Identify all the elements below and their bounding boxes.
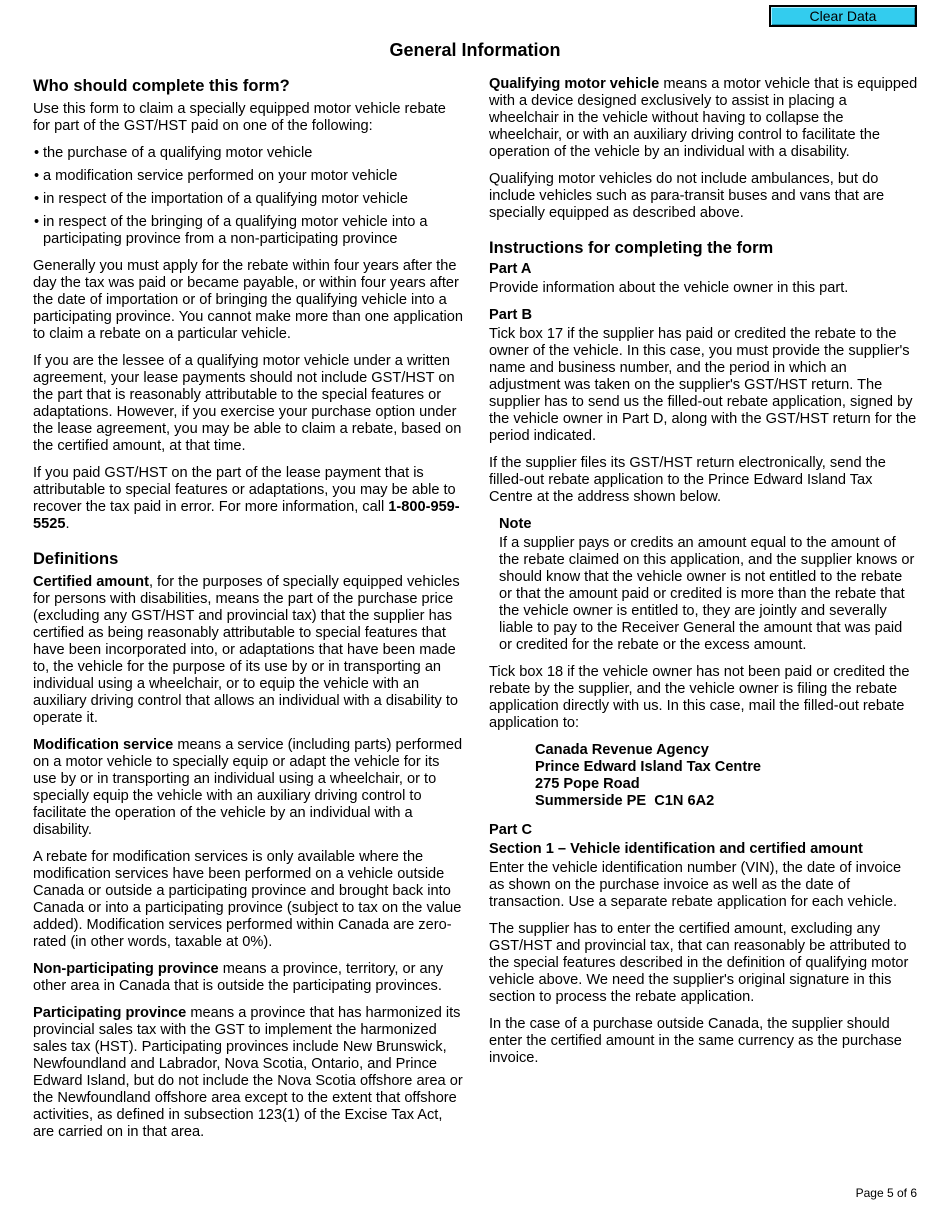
left-column [33, 76, 463, 1151]
who-intro: Use this form to claim a specially equipped motor vehicle rebate for part of the GST/HST paid on one of the following: [33, 101, 446, 134]
address-line: 275 Pope Road [535, 776, 640, 792]
modification-rebate-paragraph: A rebate for modification services is only available where the modification services have been performed on a vehicle outside Canada or outside a participating province and brought back into Canada or into a participating province (subject to tax on the value added). Modification services performed within Canada are zero-rated (in other words, taxable at 0%). [33, 849, 462, 950]
definition-qualifying-motor-vehicle: Qualifying motor vehicle means a motor vehicle that is equipped with a device designed exclusively to assist in placing a wheelchair in the vehicle without having to collapse the wheelchair, or with an auxiliary driving control to facilitate the operation of the vehicle by an individual with a disability. [489, 76, 918, 160]
note-text: If a supplier pays or credits an amount equal to the amount of the rebate claimed on this application, and the supplier knows or should know that the vehicle owner is not entitled to the rebate or that the amount paid or credited is more than the rebate that the vehicle owner is entitled to, they are jointly and severally liable to pay to the Receiver General the amount that was paid or credited for the rebate or the excess amount. [499, 535, 915, 653]
part-a-text: Provide information about the vehicle owner in this part. [489, 280, 849, 296]
list-item: • in respect of the bringing of a qualifying motor vehicle into a participating province from a non-participating province [33, 214, 463, 248]
section1-heading: Section 1 – Vehicle identification and certified amount [489, 841, 863, 857]
part-b-heading: Part B [489, 307, 532, 323]
list-item: • a modification service performed on your motor vehicle [33, 168, 463, 185]
deadline-paragraph: Generally you must apply for the rebate within four years after the day the tax was paid or became payable, or within four years after the date of importation or of bringing the qualifying vehicle into a participating province. You cannot make more than one application to claim a rebate on a particular vehicle. [33, 258, 463, 342]
definition-participating-province: Participating province means a province that has harmonized its provincial sales tax with the GST to implement the harmonized sales tax (HST). Participating provinces include New Brunswick, Newfoundland and Labrador, Nova Scotia, Ontario, and Prince Edward Island, but do not include the Nova Scotia offshore area or the Newfoundland offshore area except to the extent that offshore activities, as defined in subsection 123(1) of the Excise Tax Act, are carried on in that area. [33, 1005, 463, 1140]
note-heading: Note [499, 516, 532, 532]
part-b-box18-paragraph: Tick box 18 if the vehicle owner has not been paid or credited the rebate by the supplier, and the vehicle owner is filing the rebate application directly with us. In this case, mail the filled-out rebate application to: [489, 664, 910, 731]
part-c-heading: Part C [489, 822, 532, 838]
part-b-box17-paragraph: Tick box 17 if the supplier has paid or credited the rebate to the owner of the vehicle. In this case, you must provide the supplier's name and business number, and the period in which an adjustment was taken on the supplier's GST/HST return. The supplier has to send us the filled-out rebate application, signed by the vehicle owner in Part D, along with the GST/HST return for the period indicated. [489, 326, 917, 444]
definition-certified-amount: Certified amount, for the purposes of specially equipped vehicles for persons with disabilities, means the part of the purchase price (excluding any GST/HST and provincial tax) that the supplier has certified as being reasonably attributable to special features that have been incorporated into, or adaptations that have been made to, the vehicle for the purpose of its use by or in transporting an individual using a wheelchair, or to equip the vehicle with an auxiliary driving control that allows an individual with a disability to operate it. [33, 574, 460, 726]
definition-non-participating-province: Non-participating province means a province, territory, or any other area in Canada that is outside the participating provinces. [33, 961, 444, 994]
definitions-heading: Definitions [33, 550, 119, 568]
right-column [489, 76, 919, 1077]
phone-number: 1-800-959-5525 [33, 499, 460, 532]
address-line: Summerside PE C1N 6A2 [535, 793, 715, 809]
definition-modification-service: Modification service means a service (including parts) performed on a motor vehicle to specially equip or adapt the vehicle for its use by or in transporting an individual using a wheelchair, or to specially equip the vehicle with an auxiliary driving control to facilitate the operation of the vehicle by an individual with a disability. [33, 737, 463, 838]
part-c-currency-paragraph: In the case of a purchase outside Canada, the supplier should enter the certified amount in the same currency as the purchase invoice. [489, 1016, 902, 1066]
mailing-address [535, 742, 919, 810]
instructions-heading: Instructions for completing the form [489, 239, 774, 257]
page-number: Page 5 of 6 [855, 1186, 917, 1200]
clear-data-button[interactable]: Clear Data [769, 5, 917, 27]
list-item: • the purchase of a qualifying motor vehicle [33, 145, 463, 162]
lessee-paragraph: If you are the lessee of a qualifying motor vehicle under a written agreement, your lease payments should not include GST/HST on the part that is reasonably attributable to the special features or adaptations. However, if you exercise your purchase option under the lease agreement, you may be able to claim a rebate, based on the certified amount, at that time. [33, 353, 462, 454]
part-a-heading: Part A [489, 261, 532, 277]
who-heading: Who should complete this form? [33, 77, 290, 95]
rebate-types-list [33, 145, 463, 248]
lease-payment-paragraph: If you paid GST/HST on the part of the lease payment that is attributable to special features or adaptations, you may be able to recover the tax paid in error. For more information, call 1-800-959-5525. [33, 465, 460, 532]
part-b-electronic-paragraph: If the supplier files its GST/HST return electronically, send the filled-out rebate application to the Prince Edward Island Tax Centre at the address shown below. [489, 455, 886, 505]
address-line: Prince Edward Island Tax Centre [535, 759, 762, 775]
page-title: General Information [389, 40, 561, 60]
list-item: • in respect of the importation of a qualifying motor vehicle [33, 191, 463, 208]
note-block [499, 516, 919, 654]
qmv-exclusions-paragraph: Qualifying motor vehicles do not include ambulances, but do include vehicles such as para-transit buses and vans that are specially equipped as described above. [489, 171, 885, 221]
address-line: Canada Revenue Agency [535, 742, 709, 758]
part-c-certified-paragraph: The supplier has to enter the certified amount, excluding any GST/HST and provincial tax, that can reasonably be attributed to the special features described in the definition of qualifying motor vehicle above. We need the supplier's original signature in this section to process the rebate application. [489, 921, 909, 1005]
part-c-vin-paragraph: Enter the vehicle identification number (VIN), the date of invoice as shown on the purchase invoice as well as the date of transaction. Use a separate rebate application for each vehicle. [489, 860, 902, 910]
